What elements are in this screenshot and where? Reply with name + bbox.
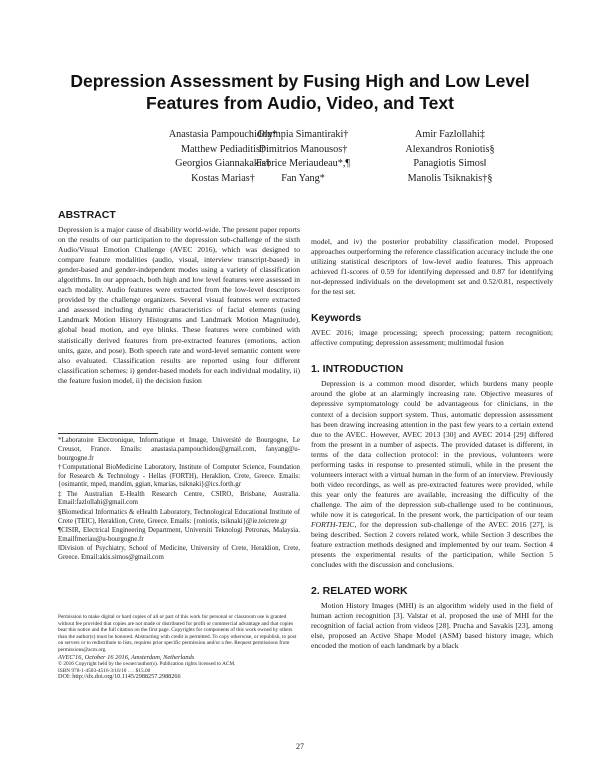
footnote: †Computational BioMedicine Laboratory, Institute of Computer Science, Foundation for Research & Technology - Hellas (FORTH), Heraklion, Crete, Greece. Emails: {osimantir, mped, mandim, ggian, kmarias, tsiknaki}@ics.forth.gr [58, 463, 300, 489]
doi-line[interactable]: DOI: http://dx.doi.org/10.1145/2988257.2988266 [58, 673, 181, 681]
author-name: Olympia Simantiraki† [257, 129, 349, 140]
copyright-line: © 2016 Copyright held by the owner/author(s). Publication rights licensed to ACM. [58, 661, 236, 668]
introduction-text [311, 379, 553, 570]
author-name: Anastasia Pampouchidou* [168, 129, 278, 140]
footnote: *Laboratoire Electronique, Informatique et Image, Université de Bourgogne, Le Creusot, France. Emails: anastasia.pampouchidou@gmail.com, fanyang@u-bourgogne.fr [58, 437, 300, 462]
author-name: Panagiotis Simos‖ [413, 158, 487, 170]
author-name: Matthew Pediaditis† [180, 143, 266, 155]
footnote: ‖Division of Psychiatry, School of Medicine, University of Crete, Heraklion, Crete, Greece. Email:akis.simos@gmail.com [58, 544, 300, 561]
footnote: ‡The Australian E-Health Research Centre, CSIRO, Brisbane, Australia. Email:fazlollahi@gmail.com [58, 490, 300, 507]
introduction-heading: 1. INTRODUCTION [311, 363, 404, 376]
author-name: Fabrice Meriaudeau*,¶ [255, 158, 350, 170]
author-name: Kostas Marias† [191, 172, 255, 184]
permission-text: Permission to make digital or hard copies of all or part of this work for personal or classroom use is granted without fee provided that copies are not made or distributed for profit or commercial advantage and that copies bear this notice and the full citation on the first page. Copyrights for components of this work owned by others than the author(s) must be honored. Abstracting with credit is permitted. To copy otherwise, or republish, to post on servers or to redistribute to lists, requires prior specific permission and/or a fee. Request permissions from permissions@acm.org. [58, 614, 297, 653]
related-work-heading: 2. RELATED WORK [311, 585, 408, 598]
related-work-text: Motion History Images (MHI) is an algorithm widely used in the field of human action recognition [3]. Valstar et al. proposed the use of MHI for the recognition of facial action from videos [28]. Ptucha and Savakis [23], among else, proposed an Active Shape Model (ASM) based history image, which encoded the motion of each landmark by a black [311, 601, 553, 651]
intro-text-part-1: Depression is a common mood disorder, which burdens many people around the globe at an alarmingly increasing rate. Objective measures of depressive symptomatology could be advantageous for clinicians, in the context of a decision support system. Thus, automatic depression assessment has been drawing increasing attention in the past few years to a certain extend due to the AVEC. However, AVEC 2013 [30] and AVEC 2014 [29] differed from the present in a number of aspects. The provided dataset is different, in terms of the data collection protocol: in the previous, volunteers were performing tasks in response to presented stimuli, while in the present the volunteers interact with a virtual human in the form of an interview. Previously both video recordings, as well as pre-extracted features were provided, while this year only the features are available, increasing the difficulty of the challenge. The aim of the depression sub-challenge used to be continuous, while now it is categorical. In the present work, the participation of our team [311, 379, 553, 519]
right-column [311, 237, 553, 652]
author-name: Amir Fazlollahi‡ [415, 129, 485, 140]
permission-block [58, 614, 300, 681]
paper-title-line-2: Features from Audio, Video, and Text [146, 93, 454, 113]
footnote: ¶CISIR, Electrical Engineering Department, Universiti Teknologi Petronas, Malaysia. Emailfmeriau@u-bourgogne.fr [58, 526, 300, 543]
author-name: Fan Yang* [281, 172, 325, 184]
affiliation-footnotes [58, 437, 300, 563]
author-name: Georgios Giannakakis† [175, 158, 271, 170]
author-column-3 [350, 128, 550, 186]
footnote-rule [58, 433, 158, 434]
footnote: §Biomedical Informatics & eHealth Laboratory, Technological Educational Institute of Crete (TEIC), Heraklion, Crete, Greece. Emails: {roniotis, tsiknaki}@ie.teicrete.gr [58, 508, 300, 525]
abstract-heading: ABSTRACT [58, 209, 116, 221]
venue-line: AVEC'16, October 16 2016, Amsterdam, Netherlands [58, 653, 195, 661]
isbn-line: ISBN 978-1-4503-4516-3/16/10 . . . $15.00 [58, 667, 151, 674]
intro-text-part-2: , for the depression sub-challenge of the AVEC 2016 [27], is being described. Section 2 covers related work, while Section 3 describes the feature extraction methods designed and implemented by our team. Section 4 presents the experimental results of the participation, while Section 5 concludes with the discussion and conclusions. [311, 520, 553, 570]
author-name: Alexandros Roniotis§ [405, 143, 495, 155]
keywords-heading: Keywords [311, 312, 362, 325]
abstract-text: Depression is a major cause of disability world-wide. The present paper reports on the results of our participation to the depression sub-challenge of the sixth Audio/Visual Emotion Challenge (AVEC 2016), which was designed to compare feature modalities (audio, visual, interview transcript-based) in gender-based and gender-independent modes using a variety of classification algorithms. In our approach, both high and low level features were assessed in each modality. Audio features were extracted from the low-level descriptors provided by the challenge organizers. Several visual features were extracted and assessed including dynamic characteristics of facial elements (using Landmark Motion History Histograms and Landmark Motion Magnitude), global head motion, and eye blinks. These features were combined with statistically derived features from pre-extracted features (emotions, action units, gaze, and pose). Both speech rate and word-level semantic content were also evaluated. Classification results are reported using four different classification schemes: i) gender-based models for each individual modality, ii) the feature fusion model, ii) the decision fusion [58, 225, 300, 385]
keywords-text: AVEC 2016; image processing; speech processing; pattern recognition; affective computing; depression assessment; multimodal fusion [311, 328, 553, 348]
author-name: Dimitrios Manousos† [258, 143, 348, 155]
team-name: FORTH-TEIC [311, 520, 355, 530]
paper-title-line-1: Depression Assessment by Fusing High and Low Level [70, 71, 530, 91]
abstract-section [58, 209, 300, 386]
abstract-continuation: model, and iv) the posterior probability classification model. Proposed approaches outperforming the reference classification accuracy include the one utilizing statistical descriptors of low-level audio features. This approach achieved f1-scores of 0.59 for identifying depressed and 0.87 for identifying not-depressed individuals on the development set and 0.52/0.81, respectively for the test set. [311, 237, 553, 297]
page-number: 27 [296, 742, 304, 751]
paper-title [40, 70, 560, 114]
author-name: Manolis Tsiknakis†§ [407, 172, 493, 184]
